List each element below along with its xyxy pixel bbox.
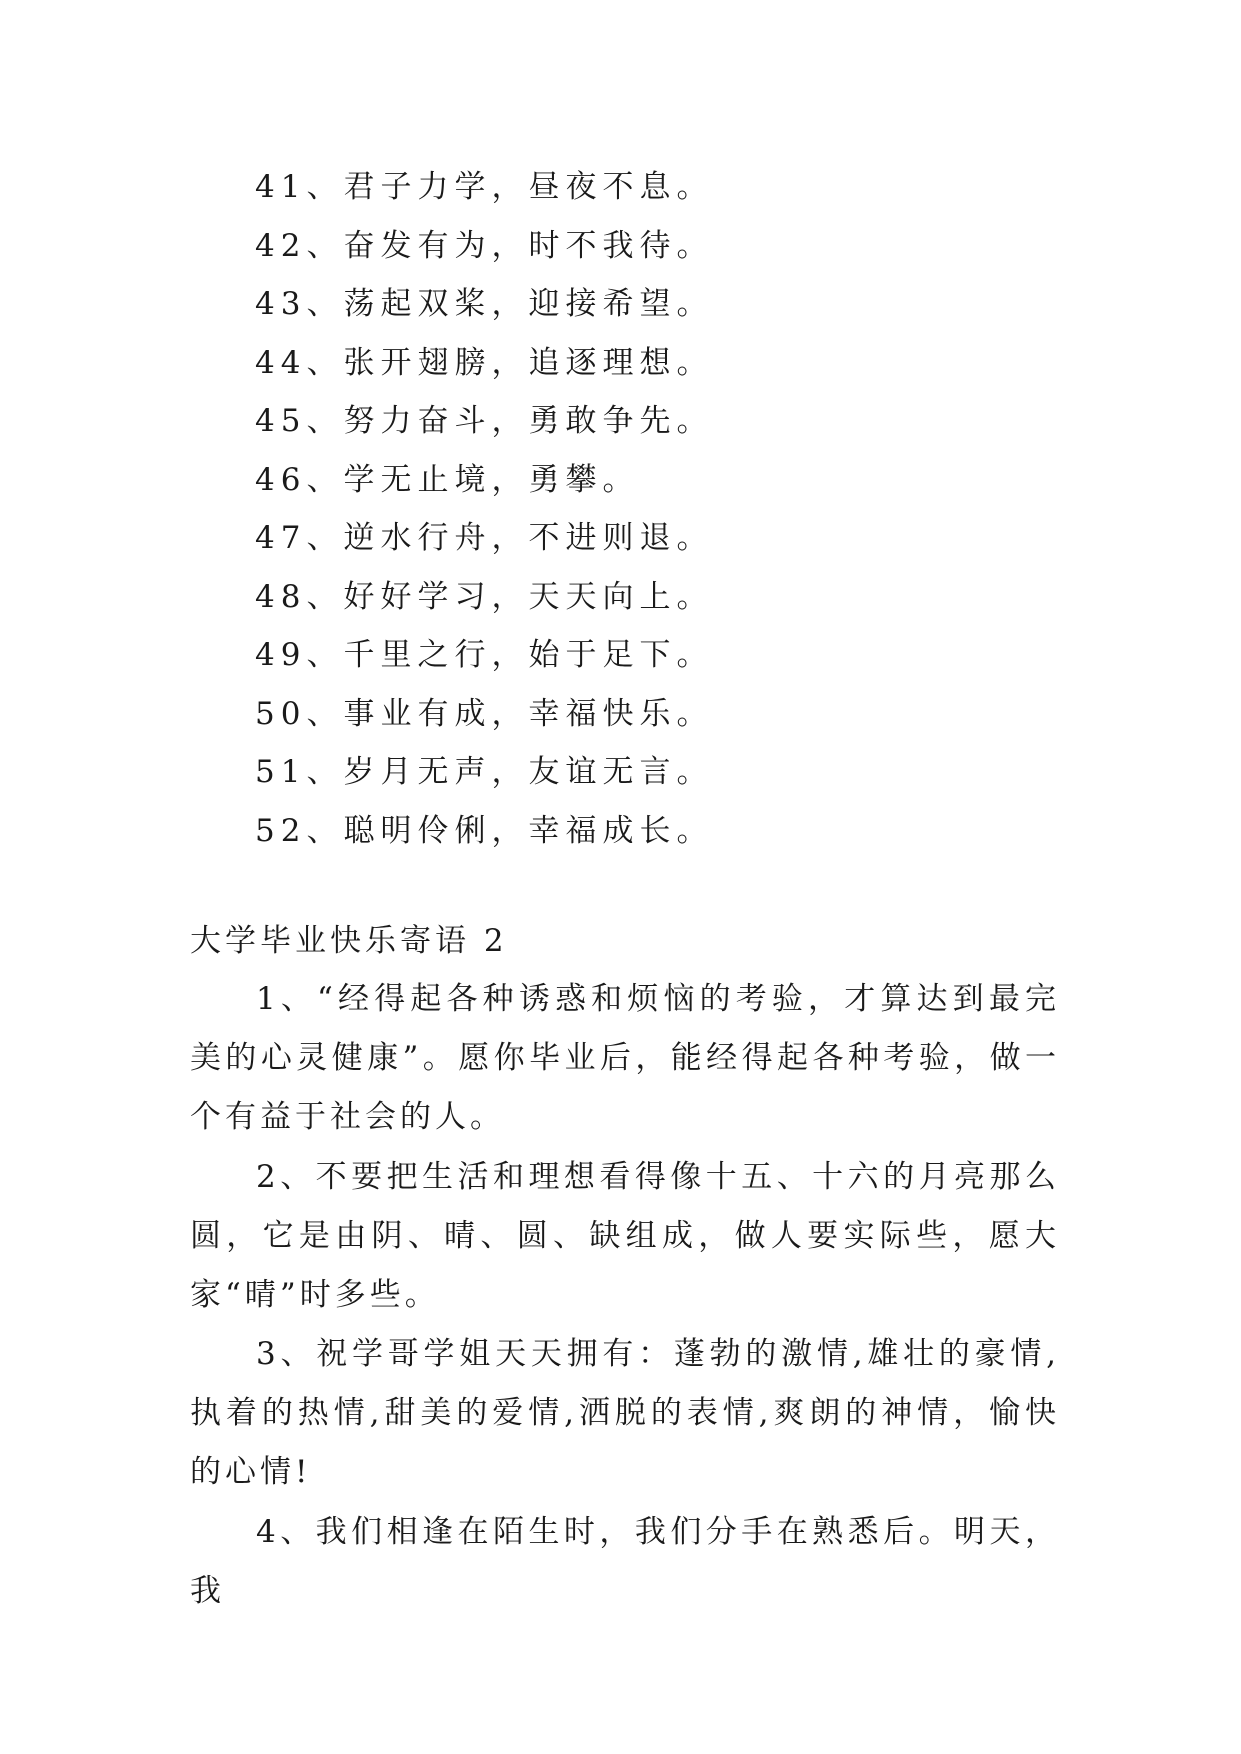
list-item: 42、奋发有为，时不我待。: [255, 227, 714, 264]
list-item: 43、荡起双桨，迎接希望。: [255, 286, 714, 322]
list-item: 45、努力奋斗，勇敢争先。: [255, 403, 714, 439]
list-item: 47、逆水行舟，不进则退。: [255, 520, 714, 556]
list-item: 41、君子力学，昼夜不息。: [255, 169, 714, 205]
wish-list: [255, 158, 713, 860]
section-title: 大学毕业快乐寄语 2: [190, 923, 508, 959]
paragraph: 3、祝学哥学姐天天拥有：蓬勃的激情,雄壮的豪情,执着的热情,甜美的爱情,洒脱的表情,爽朗的神情，愉快的心情!: [190, 1336, 1060, 1490]
list-item: 48、好好学习，天天向上。: [255, 578, 714, 615]
list-item: 46、学无止境，勇攀。: [255, 461, 640, 498]
list-item: 50、事业有成，幸福快乐。: [255, 695, 714, 732]
paragraph: 1、“经得起各种诱惑和烦恼的考验，才算达到最完美的心灵健康”。愿你毕业后，能经得起各种考验，做一个有益于社会的人。: [190, 981, 1060, 1135]
list-item: 49、千里之行，始于足下。: [255, 637, 714, 673]
paragraph: 4、我们相逢在陌生时，我们分手在熟悉后。明天，我: [190, 1514, 1060, 1609]
list-item: 52、聪明伶俐，幸福成长。: [255, 812, 714, 849]
paragraph: 2、不要把生活和理想看得像十五、十六的月亮那么圆，它是由阴、晴、圆、缺组成，做人要实际些，愿大家“晴”时多些。: [190, 1159, 1060, 1313]
list-item: 44、张开翅膀，追逐理想。: [255, 344, 714, 381]
list-item: 51、岁月无声，友谊无言。: [255, 754, 714, 790]
